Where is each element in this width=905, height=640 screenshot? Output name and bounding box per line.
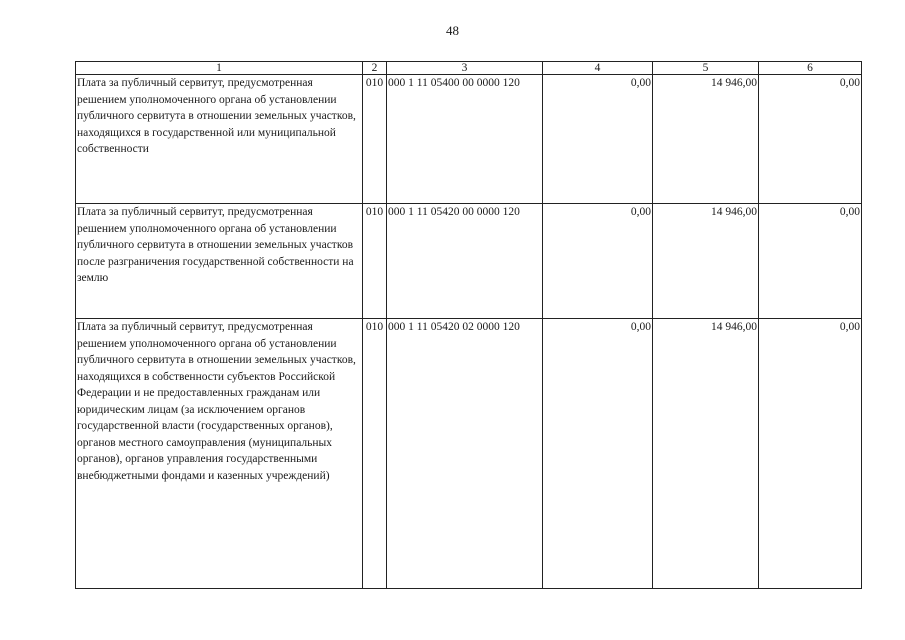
- row-budget-code: 000 1 11 05420 02 0000 120: [387, 319, 543, 589]
- row-name: Плата за публичный сервитут, предусмотренная решением уполномоченного органа об установлении публичного сервитута в отношении земельных участков после разграничения государственной собственности на землю: [76, 204, 363, 319]
- row-budget-code: 000 1 11 05400 00 0000 120: [387, 75, 543, 204]
- header-col-4: 4: [543, 62, 653, 75]
- row-col6-value: 0,00: [759, 75, 862, 204]
- row-name: Плата за публичный сервитут, предусмотренная решением уполномоченного органа об установлении публичного сервитута в отношении земельных участков, находящихся в государственной или муниципальной собственности: [76, 75, 363, 204]
- row-col6-value: 0,00: [759, 204, 862, 319]
- budget-table: [75, 61, 862, 589]
- row-col4-value: 0,00: [543, 204, 653, 319]
- row-budget-code: 000 1 11 05420 00 0000 120: [387, 204, 543, 319]
- row-admin-code: 010: [363, 319, 387, 589]
- row-col4-value: 0,00: [543, 319, 653, 589]
- header-col-2: 2: [363, 62, 387, 75]
- row-col5-value: 14 946,00: [653, 319, 759, 589]
- header-col-3: 3: [387, 62, 543, 75]
- row-col6-value: 0,00: [759, 319, 862, 589]
- row-col5-value: 14 946,00: [653, 204, 759, 319]
- header-col-1: 1: [76, 62, 363, 75]
- row-admin-code: 010: [363, 75, 387, 204]
- row-col4-value: 0,00: [543, 75, 653, 204]
- table-row: [76, 75, 862, 204]
- page-number: 48: [446, 23, 459, 38]
- row-name: Плата за публичный сервитут, предусмотренная решением уполномоченного органа об установлении публичного сервитута в отношении земельных участков, находящихся в собственности субъектов Российской Федерации и не предоставленных гражданам или юридическим лицам (за исключением органов государственной власти (государственных органов), органов местного самоуправления (муниципальных органов), органов управления государственными внебюджетными фондами и казенных учреждений): [76, 319, 363, 589]
- row-col5-value: 14 946,00: [653, 75, 759, 204]
- header-col-5: 5: [653, 62, 759, 75]
- table-row: [76, 319, 862, 589]
- table-row: [76, 204, 862, 319]
- table-header-row: [76, 62, 862, 75]
- header-col-6: 6: [759, 62, 862, 75]
- row-admin-code: 010: [363, 204, 387, 319]
